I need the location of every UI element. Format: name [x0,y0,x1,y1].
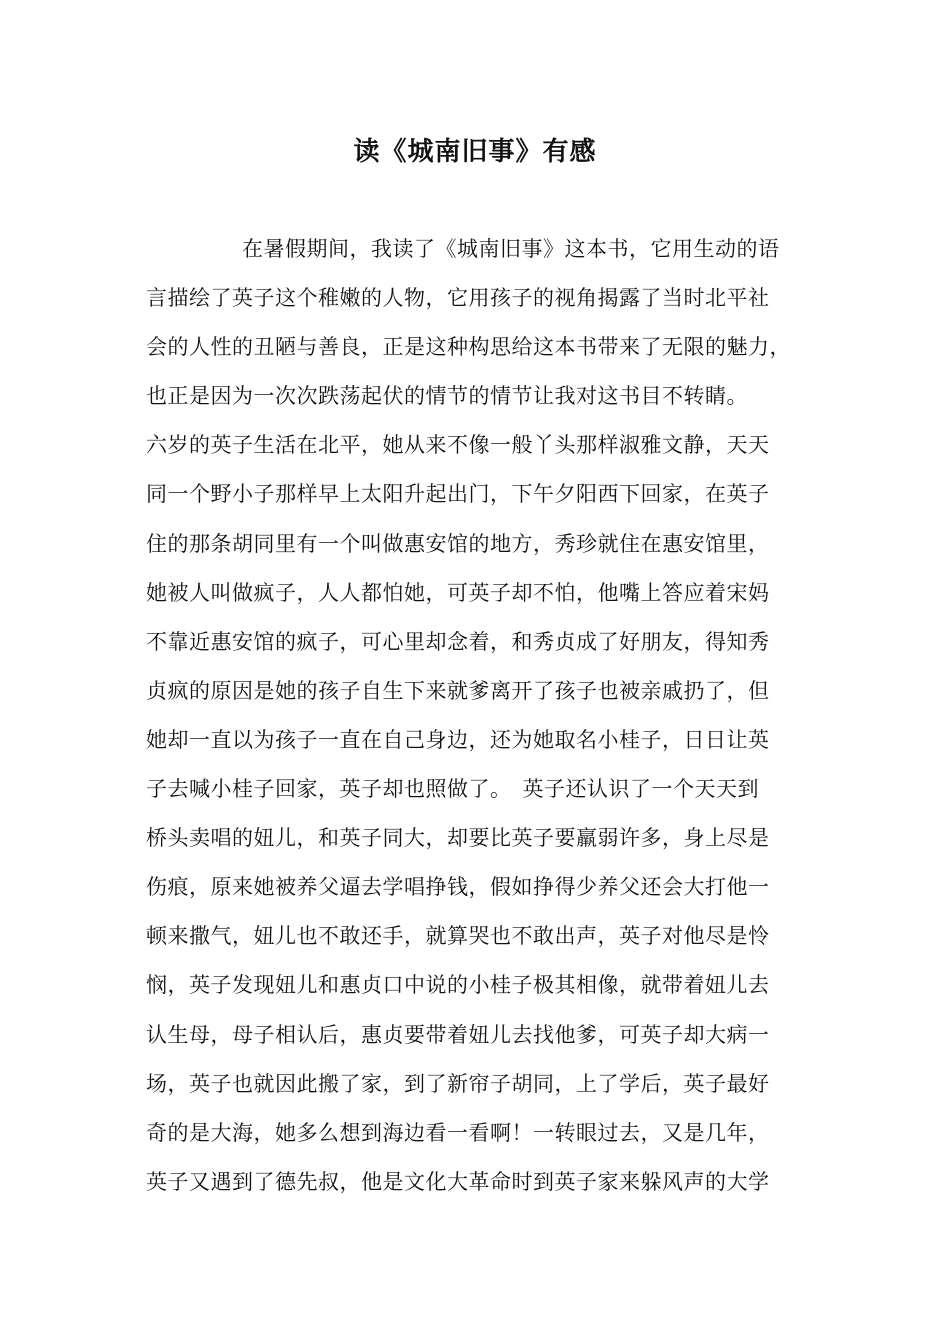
body-line: 贞疯的原因是她的孩子自生下来就爹离开了孩子也被亲戚扔了，但 [146,678,770,703]
body-line: 伤痕，原来她被养父逼去学唱挣钱，假如挣得少养父还会大打他一 [146,875,770,900]
body-line: 住的那条胡同里有一个叫做惠安馆的地方，秀珍就住在惠安馆里， [146,531,770,556]
document-body [146,229,826,1211]
body-line: 奇的是大海，她多么想到海边看一看啊！一转眼过去，又是几年， [146,1120,770,1145]
body-line: 她却一直以为孩子一直在自己身边，还为她取名小桂子，日日让英 [146,727,770,752]
body-line: 桥头卖唱的妞儿，和英子同大，却要比英子要羸弱许多，身上尽是 [146,826,770,851]
body-line: 悯，英子发现妞儿和惠贞口中说的小桂子极其相像，就带着妞儿去 [146,973,770,998]
body-line: 不靠近惠安馆的疯子，可心里却念着，和秀贞成了好朋友，得知秀 [146,629,770,654]
body-line: 场，英子也就因此搬了家，到了新帘子胡同，上了学后，英子最好 [146,1071,770,1096]
body-line: 同一个野小子那样早上太阳升起出门，下午夕阳西下回家，在英子 [146,482,770,507]
body-line: 在暑假期间，我读了《城南旧事》这本书，它用生动的语 [242,237,780,261]
body-line: 认生母，母子相认后，惠贞要带着妞儿去找他爹，可英子却大病一 [146,1022,770,1047]
body-line: 顿来撒气，妞儿也不敢还手，就算哭也不敢出声，英子对他尽是怜 [146,924,770,949]
body-line: 会的人性的丑陋与善良，正是这种构思给这本书带来了无限的魅力， [146,335,791,360]
body-line: 子去喊小桂子回家，英子却也照做了。 英子还认识了一个天天到 [146,777,759,802]
body-line: 言描绘了英子这个稚嫩的人物，它用孩子的视角揭露了当时北平社 [146,286,770,311]
body-line: 六岁的英子生活在北平，她从来不像一般丫头那样淑雅文静，天天 [146,433,770,458]
body-line: 也正是因为一次次跌荡起伏的情节的情节让我对这书目不转睛。 [146,384,748,409]
body-line: 她被人叫做疯子，人人都怕她，可英子却不怕，他嘴上答应着宋妈 [146,580,770,605]
body-line: 英子又遇到了德先叔，他是文化大革命时到英子家来躲风声的大学 [146,1169,770,1194]
document-title: 读《城南旧事》有感 [353,137,597,167]
